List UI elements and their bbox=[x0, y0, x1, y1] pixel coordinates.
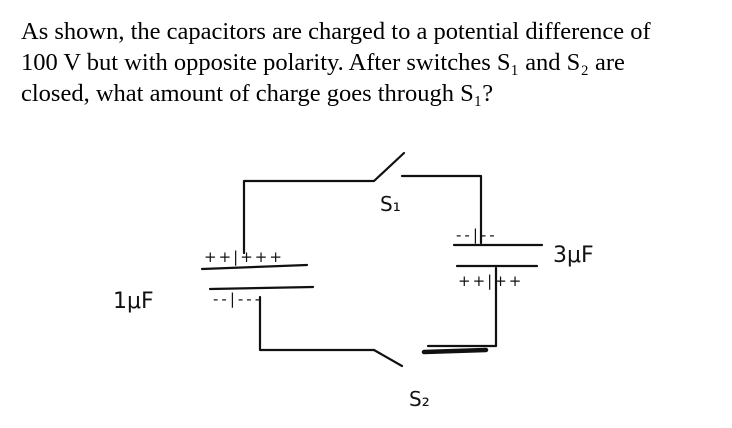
capacitor-1uf-bottom-plate bbox=[210, 287, 313, 289]
capacitor-3uf-label: 3μF bbox=[553, 243, 594, 268]
capacitor-3uf-top-signs: --|-- bbox=[456, 226, 498, 244]
capacitor-1uf-top-signs: ++|+++ bbox=[204, 248, 284, 266]
switch-2-label: S₂ bbox=[409, 387, 430, 411]
switch-2[interactable] bbox=[374, 350, 402, 366]
question-line-1: As shown, the capacitors are charged to a potential difference of bbox=[21, 18, 651, 45]
switch-1-label: S₁ bbox=[380, 192, 401, 216]
wire-thick-segment bbox=[424, 350, 486, 352]
question-line-2: 100 V but with opposite polarity. After switches S₁ and S₂ are bbox=[21, 49, 625, 76]
question-line-3: closed, what amount of charge goes through S₁? bbox=[21, 80, 494, 107]
wire-bottom-left bbox=[260, 297, 374, 350]
capacitor-3uf-bottom-signs: ++|++ bbox=[458, 272, 524, 290]
capacitor-1uf-bottom-signs: --|--- bbox=[213, 290, 264, 308]
capacitor-1uf-label: 1μF bbox=[113, 289, 154, 314]
